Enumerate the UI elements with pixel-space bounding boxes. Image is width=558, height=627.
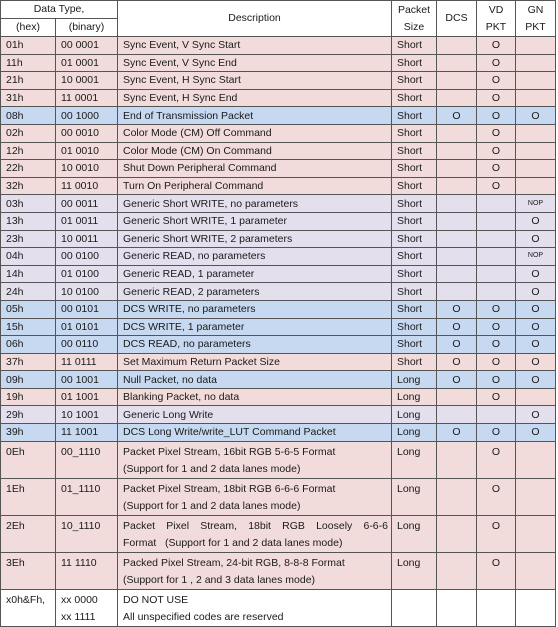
vd-pkt-cell	[477, 212, 516, 230]
dcs-cell: O	[437, 318, 477, 336]
packet-size-cell: Short	[392, 107, 437, 125]
packet-size-cell: Long	[392, 441, 437, 478]
packet-size-cell: Long	[392, 515, 437, 552]
table-row	[1, 212, 556, 230]
gn-pkt-cell: O	[516, 424, 556, 442]
description-cell: Sync Event, H Sync Start	[118, 72, 392, 90]
hex-cell: 3Eh	[1, 552, 56, 589]
gn-pkt-cell	[516, 89, 556, 107]
vd-pkt-cell: O	[477, 441, 516, 478]
hex-cell: 06h	[1, 336, 56, 354]
packet-size-cell: Long	[392, 371, 437, 389]
binary-line-1: xx 0000	[61, 593, 98, 606]
table-row	[1, 300, 556, 318]
gn-pkt-cell: O	[516, 371, 556, 389]
dcs-cell: O	[437, 353, 477, 371]
table-row	[1, 441, 556, 478]
table-row	[1, 265, 556, 283]
packet-size-cell: Short	[392, 300, 437, 318]
table-row	[1, 72, 556, 90]
vd-pkt-cell: O	[477, 124, 516, 142]
packet-size-cell: Short	[392, 248, 437, 266]
dcs-cell	[437, 54, 477, 72]
header-packet-label: Packet	[397, 3, 431, 16]
hex-cell: 31h	[1, 89, 56, 107]
table-row	[1, 552, 556, 589]
hex-cell: 19h	[1, 388, 56, 406]
hex-cell: 03h	[1, 195, 56, 213]
hex-cell: 01h	[1, 37, 56, 55]
description-cell: DCS READ, no parameters	[118, 336, 392, 354]
dcs-cell	[437, 177, 477, 195]
binary-cell: 10 0011	[56, 230, 118, 248]
hex-cell: 29h	[1, 406, 56, 424]
vd-pkt-cell	[477, 283, 516, 301]
binary-cell: 01 0010	[56, 142, 118, 160]
binary-cell: 00 1001	[56, 371, 118, 389]
hex-cell: 05h	[1, 300, 56, 318]
vd-pkt-cell	[477, 589, 516, 626]
vd-pkt-cell: O	[477, 336, 516, 354]
binary-cell	[56, 589, 118, 626]
vd-pkt-cell: O	[477, 424, 516, 442]
hex-cell: 32h	[1, 177, 56, 195]
description-cell: Sync Event, H Sync End	[118, 89, 392, 107]
packet-size-cell: Short	[392, 318, 437, 336]
description-cell: DCS WRITE, no parameters	[118, 300, 392, 318]
dcs-cell	[437, 283, 477, 301]
description-line-2: All unspecified codes are reserved	[123, 610, 284, 623]
packet-size-cell: Long	[392, 478, 437, 515]
gn-pkt-cell	[516, 388, 556, 406]
gn-pkt-cell	[516, 478, 556, 515]
hex-cell: 09h	[1, 371, 56, 389]
description-cell: End of Transmission Packet	[118, 107, 392, 125]
description-line-1: Packet Pixel Stream, 18bit RGB 6-6-6 Format	[123, 482, 336, 495]
header-binary: (binary)	[56, 19, 118, 37]
binary-cell: 10 1001	[56, 406, 118, 424]
gn-pkt-cell: O	[516, 283, 556, 301]
gn-pkt-cell: O	[516, 318, 556, 336]
header-packet-size	[392, 1, 437, 37]
description-cell: Generic Short WRITE, no parameters	[118, 195, 392, 213]
gn-pkt-cell: O	[516, 353, 556, 371]
description-cell: Generic READ, 2 parameters	[118, 283, 392, 301]
description-cell: Color Mode (CM) On Command	[118, 142, 392, 160]
gn-pkt-cell	[516, 124, 556, 142]
vd-pkt-cell: O	[477, 177, 516, 195]
description-line-1: DO NOT USE	[123, 593, 189, 606]
vd-pkt-cell: O	[477, 515, 516, 552]
description-line-2: Format (Support for 1 and 2 data lanes mode)	[123, 536, 343, 549]
table-row	[1, 318, 556, 336]
binary-cell: 11 1110	[56, 552, 118, 589]
vd-pkt-cell: O	[477, 142, 516, 160]
packet-size-cell: Short	[392, 89, 437, 107]
table-row	[1, 353, 556, 371]
dcs-cell	[437, 37, 477, 55]
table-row	[1, 177, 556, 195]
binary-cell: 01_1110	[56, 478, 118, 515]
binary-line-2: xx 1111	[61, 610, 96, 623]
dcs-cell	[437, 515, 477, 552]
description-cell: DCS WRITE, 1 parameter	[118, 318, 392, 336]
table-row	[1, 230, 556, 248]
gn-pkt-cell	[516, 160, 556, 178]
binary-cell: 01 0011	[56, 212, 118, 230]
packet-size-cell: Long	[392, 406, 437, 424]
description-cell	[118, 478, 392, 515]
binary-cell: 01 1001	[56, 388, 118, 406]
description-cell	[118, 589, 392, 626]
dcs-cell	[437, 142, 477, 160]
table-row	[1, 283, 556, 301]
gn-pkt-cell	[516, 142, 556, 160]
packet-size-cell: Short	[392, 212, 437, 230]
dcs-cell: O	[437, 300, 477, 318]
binary-cell: 10 0010	[56, 160, 118, 178]
table-row	[1, 89, 556, 107]
gn-pkt-cell	[516, 54, 556, 72]
dcs-cell	[437, 265, 477, 283]
description-line-2: (Support for 1 and 2 data lanes mode)	[123, 462, 301, 475]
hex-cell: 21h	[1, 72, 56, 90]
gn-pkt-cell	[516, 177, 556, 195]
vd-pkt-cell: O	[477, 552, 516, 589]
packet-size-cell: Short	[392, 142, 437, 160]
description-cell: Generic READ, 1 parameter	[118, 265, 392, 283]
table-row	[1, 388, 556, 406]
packet-size-cell: Short	[392, 124, 437, 142]
vd-pkt-cell	[477, 195, 516, 213]
dcs-cell: O	[437, 107, 477, 125]
dcs-cell	[437, 124, 477, 142]
gn-pkt-cell: NOP	[516, 248, 556, 266]
description-cell: Sync Event, V Sync End	[118, 54, 392, 72]
gn-pkt-cell: O	[516, 406, 556, 424]
hex-cell: 1Eh	[1, 478, 56, 515]
header-gn-pkt-label: PKT	[525, 20, 546, 33]
packet-size-cell: Long	[392, 552, 437, 589]
dcs-cell	[437, 441, 477, 478]
packet-size-cell: Short	[392, 54, 437, 72]
description-cell: Generic READ, no parameters	[118, 248, 392, 266]
gn-pkt-cell	[516, 37, 556, 55]
vd-pkt-cell: O	[477, 54, 516, 72]
binary-cell: 11 1001	[56, 424, 118, 442]
binary-cell: 00 1000	[56, 107, 118, 125]
header-dcs: DCS	[437, 1, 477, 37]
description-cell: Generic Long Write	[118, 406, 392, 424]
vd-pkt-cell: O	[477, 160, 516, 178]
table-row	[1, 107, 556, 125]
binary-cell: 10 0001	[56, 72, 118, 90]
hex-cell: 13h	[1, 212, 56, 230]
dcs-cell	[437, 589, 477, 626]
vd-pkt-cell: O	[477, 107, 516, 125]
hex-cell: 11h	[1, 54, 56, 72]
gn-pkt-cell	[516, 589, 556, 626]
dcs-cell	[437, 406, 477, 424]
binary-cell: 00_1110	[56, 441, 118, 478]
table-row	[1, 195, 556, 213]
description-line-1: Packet Pixel Stream, 18bit RGB Loosely 6-6-6	[123, 519, 388, 532]
packet-size-cell: Short	[392, 160, 437, 178]
vd-pkt-cell	[477, 230, 516, 248]
packet-size-cell: Long	[392, 424, 437, 442]
dcs-cell	[437, 388, 477, 406]
gn-pkt-cell: NOP	[516, 195, 556, 213]
description-cell: Generic Short WRITE, 2 parameters	[118, 230, 392, 248]
binary-cell: 00 0011	[56, 195, 118, 213]
table-row	[1, 371, 556, 389]
dcs-cell	[437, 230, 477, 248]
binary-cell: 00 0110	[56, 336, 118, 354]
hex-cell: 02h	[1, 124, 56, 142]
description-line-2: (Support for 1 and 2 data lanes mode)	[123, 499, 301, 512]
header-vd-pkt-label: PKT	[485, 20, 507, 33]
table-row	[1, 478, 556, 515]
description-cell	[118, 515, 392, 552]
packet-size-cell	[392, 589, 437, 626]
description-cell: Turn On Peripheral Command	[118, 177, 392, 195]
table-row	[1, 336, 556, 354]
table-row	[1, 54, 556, 72]
gn-pkt-cell: O	[516, 107, 556, 125]
binary-cell: 00 0001	[56, 37, 118, 55]
binary-cell: 11 0010	[56, 177, 118, 195]
hex-cell: 08h	[1, 107, 56, 125]
gn-pkt-cell	[516, 552, 556, 589]
packet-size-cell: Short	[392, 265, 437, 283]
binary-cell: 01 0001	[56, 54, 118, 72]
header-hex: (hex)	[1, 19, 56, 37]
binary-cell: 00 0101	[56, 300, 118, 318]
hex-cell: 14h	[1, 265, 56, 283]
header-row-1	[1, 1, 556, 19]
hex-cell: 22h	[1, 160, 56, 178]
table-row	[1, 424, 556, 442]
binary-cell: 11 0001	[56, 89, 118, 107]
binary-cell: 00 0100	[56, 248, 118, 266]
description-cell: Set Maximum Return Packet Size	[118, 353, 392, 371]
header-gn-pkt	[516, 1, 556, 37]
gn-pkt-cell	[516, 515, 556, 552]
packet-size-cell: Short	[392, 195, 437, 213]
packet-size-cell: Short	[392, 283, 437, 301]
table-row	[1, 142, 556, 160]
vd-pkt-cell: O	[477, 72, 516, 90]
packet-size-cell: Long	[392, 388, 437, 406]
description-cell: Sync Event, V Sync Start	[118, 37, 392, 55]
packet-size-cell: Short	[392, 177, 437, 195]
hex-cell: 12h	[1, 142, 56, 160]
table-row	[1, 37, 556, 55]
packet-size-cell: Short	[392, 37, 437, 55]
vd-pkt-cell: O	[477, 478, 516, 515]
header-gn-label: GN	[527, 3, 544, 16]
header-vd-label: VD	[488, 3, 504, 16]
dcs-cell	[437, 552, 477, 589]
description-line-2: (Support for 1 , 2 and 3 data lanes mode)	[123, 573, 316, 586]
vd-pkt-cell: O	[477, 318, 516, 336]
binary-cell: 11 0111	[56, 353, 118, 371]
header-vd-pkt	[477, 1, 516, 37]
table-row	[1, 248, 556, 266]
vd-pkt-cell: O	[477, 89, 516, 107]
description-cell	[118, 552, 392, 589]
packet-size-cell: Short	[392, 336, 437, 354]
binary-cell: 10 0100	[56, 283, 118, 301]
table-row-reserved	[1, 589, 556, 626]
description-line-1: Packet Pixel Stream, 16bit RGB 5-6-5 Format	[123, 445, 336, 458]
dcs-cell: O	[437, 371, 477, 389]
description-cell: Shut Down Peripheral Command	[118, 160, 392, 178]
dcs-cell: O	[437, 424, 477, 442]
binary-cell: 01 0101	[56, 318, 118, 336]
description-cell: Generic Short WRITE, 1 parameter	[118, 212, 392, 230]
gn-pkt-cell: O	[516, 300, 556, 318]
hex-cell: 23h	[1, 230, 56, 248]
gn-pkt-cell: O	[516, 336, 556, 354]
binary-cell: 01 0100	[56, 265, 118, 283]
table-row	[1, 515, 556, 552]
description-line-1: Packed Pixel Stream, 24-bit RGB, 8-8-8 Format	[123, 556, 345, 569]
hex-cell: 15h	[1, 318, 56, 336]
packet-size-cell: Short	[392, 72, 437, 90]
vd-pkt-cell: O	[477, 371, 516, 389]
hex-cell: 24h	[1, 283, 56, 301]
vd-pkt-cell: O	[477, 37, 516, 55]
vd-pkt-cell	[477, 265, 516, 283]
dcs-cell	[437, 195, 477, 213]
table-row	[1, 160, 556, 178]
gn-pkt-cell: O	[516, 212, 556, 230]
dcs-cell	[437, 248, 477, 266]
description-cell: DCS Long Write/write_LUT Command Packet	[118, 424, 392, 442]
vd-pkt-cell: O	[477, 353, 516, 371]
dcs-cell	[437, 89, 477, 107]
vd-pkt-cell	[477, 406, 516, 424]
vd-pkt-cell: O	[477, 388, 516, 406]
header-size-label: Size	[403, 20, 425, 33]
gn-pkt-cell	[516, 72, 556, 90]
vd-pkt-cell	[477, 248, 516, 266]
binary-cell: 10_1110	[56, 515, 118, 552]
table-row	[1, 124, 556, 142]
table-row	[1, 406, 556, 424]
description-cell	[118, 441, 392, 478]
hex-cell: 04h	[1, 248, 56, 266]
gn-pkt-cell: O	[516, 265, 556, 283]
dcs-cell	[437, 72, 477, 90]
dcs-cell: O	[437, 336, 477, 354]
gn-pkt-cell	[516, 441, 556, 478]
hex-cell: 0Eh	[1, 441, 56, 478]
hex-cell: 39h	[1, 424, 56, 442]
gn-pkt-cell: O	[516, 230, 556, 248]
description-cell: Null Packet, no data	[118, 371, 392, 389]
hex-cell: 37h	[1, 353, 56, 371]
hex-cell: 2Eh	[1, 515, 56, 552]
packet-size-cell: Short	[392, 230, 437, 248]
header-description: Description	[118, 1, 392, 37]
dcs-cell	[437, 212, 477, 230]
binary-cell: 00 0010	[56, 124, 118, 142]
description-cell: Blanking Packet, no data	[118, 388, 392, 406]
dcs-cell	[437, 478, 477, 515]
vd-pkt-cell: O	[477, 300, 516, 318]
hex-cell: x0h&Fh,	[1, 589, 56, 626]
description-cell: Color Mode (CM) Off Command	[118, 124, 392, 142]
dcs-cell	[437, 160, 477, 178]
packet-size-cell: Short	[392, 353, 437, 371]
header-data-type: Data Type,	[1, 1, 118, 19]
